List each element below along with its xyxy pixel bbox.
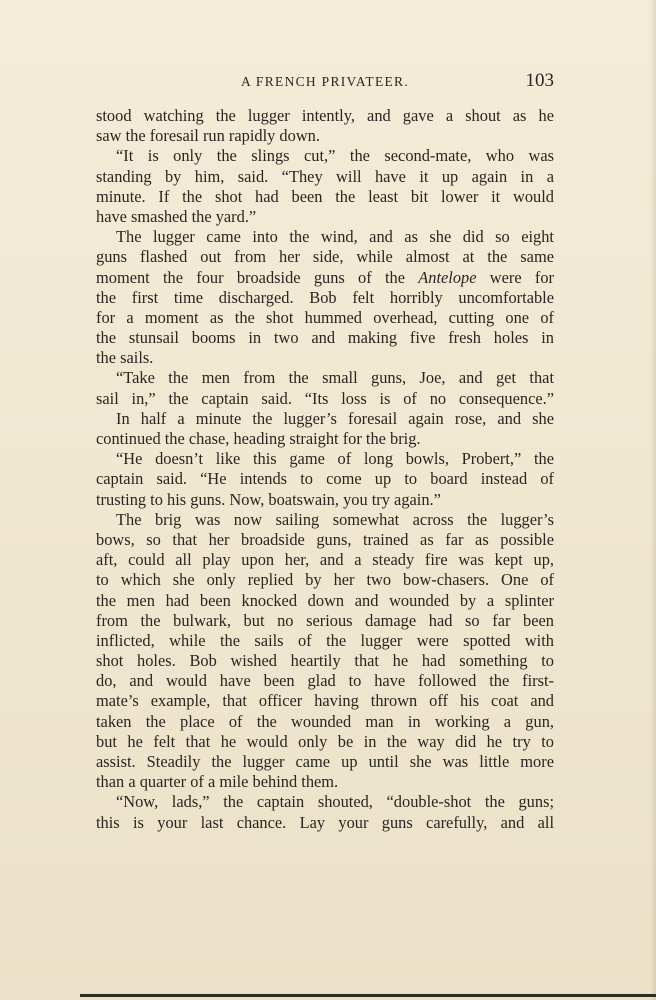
text-line: this is your last chance. Lay your guns carefully, and all (96, 812, 554, 832)
text-line: the men had been knocked down and wounded by a splinter (96, 590, 554, 610)
text-line: standing by him, said. “They will have it up again in a (96, 166, 554, 186)
text-line: do, and would have been glad to have followed the first- (96, 671, 554, 691)
running-title: A FRENCH PRIVATEER. (240, 74, 410, 89)
text-line: inflicted, while the sails of the lugger were spotted with (96, 630, 554, 650)
text-line: the sails. (96, 348, 154, 368)
text-line: from the bulwark, but no serious damage had so far been (96, 610, 554, 630)
text-line: saw the foresail run rapidly down. (96, 126, 320, 146)
text-line: The brig was now sailing somewhat across the lugger’s (116, 509, 554, 529)
text-line: continued the chase, heading straight for the brig. (96, 429, 421, 448)
text-line: aft, could all play upon her, and a steady fire was kept up, (96, 550, 554, 570)
body-text (96, 106, 554, 833)
text-line: mate’s example, that officer having thrown off his coat and (96, 691, 554, 711)
text-line: trusting to his guns. Now, boatswain, you try again.” (96, 489, 441, 509)
text-line: assist. Steadily the lugger came up until she was little more (96, 752, 554, 771)
text-line: “Now, lads,” the captain shouted, “double-shot the guns; (116, 792, 554, 812)
text-line: The lugger came into the wind, and as she did so eight (116, 227, 554, 247)
text-line: than a quarter of a mile behind them. (96, 772, 339, 792)
text-line: guns flashed out from her side, while almost at the same (96, 247, 554, 267)
ship-name: Antelope (418, 267, 477, 287)
text-line: stood watching the lugger intently, and gave a shout as he (96, 106, 554, 125)
bottom-edge-rule (80, 994, 656, 997)
text-line: minute. If the shot had been the least bit lower it would (96, 186, 554, 206)
text-line: shot holes. Bob wished heartily that he had something to (96, 651, 554, 671)
text-line: have smashed the yard.” (96, 206, 257, 226)
text-line: bows, so that her broadside guns, trained as far as possible (96, 529, 554, 549)
text-line: but he felt that he would only be in the way did he try to (96, 731, 554, 751)
text-line: “It is only the slings cut,” the second-mate, who was (116, 146, 554, 166)
text-line: “He doesn’t like this game of long bowls, Probert,” the (116, 449, 554, 469)
text-line: the stunsail booms in two and making five fresh holes in (96, 328, 554, 348)
text-line: taken the place of the wounded man in working a gun, (96, 711, 554, 731)
text-line: moment the four broadside guns of the Antelope were for (96, 267, 554, 287)
text-line: In half a minute the lugger’s foresail again rose, and she (116, 408, 554, 428)
page-number: 103 (525, 70, 554, 91)
text-line: for a moment as the shot hummed overhead, cutting one of (96, 307, 554, 327)
text-line: to which she only replied by her two bow-chasers. One of (96, 570, 554, 590)
page-edge-shade (650, 0, 656, 1000)
text-line: captain said. “He intends to come up to board instead of (96, 469, 554, 489)
text-line: sail in,” the captain said. “Its loss is of no consequence.” (96, 388, 554, 408)
running-head (96, 70, 554, 96)
text-line: “Take the men from the small guns, Joe, and get that (116, 368, 554, 388)
text-line: the first time discharged. Bob felt horribly uncomfortable (96, 287, 554, 307)
